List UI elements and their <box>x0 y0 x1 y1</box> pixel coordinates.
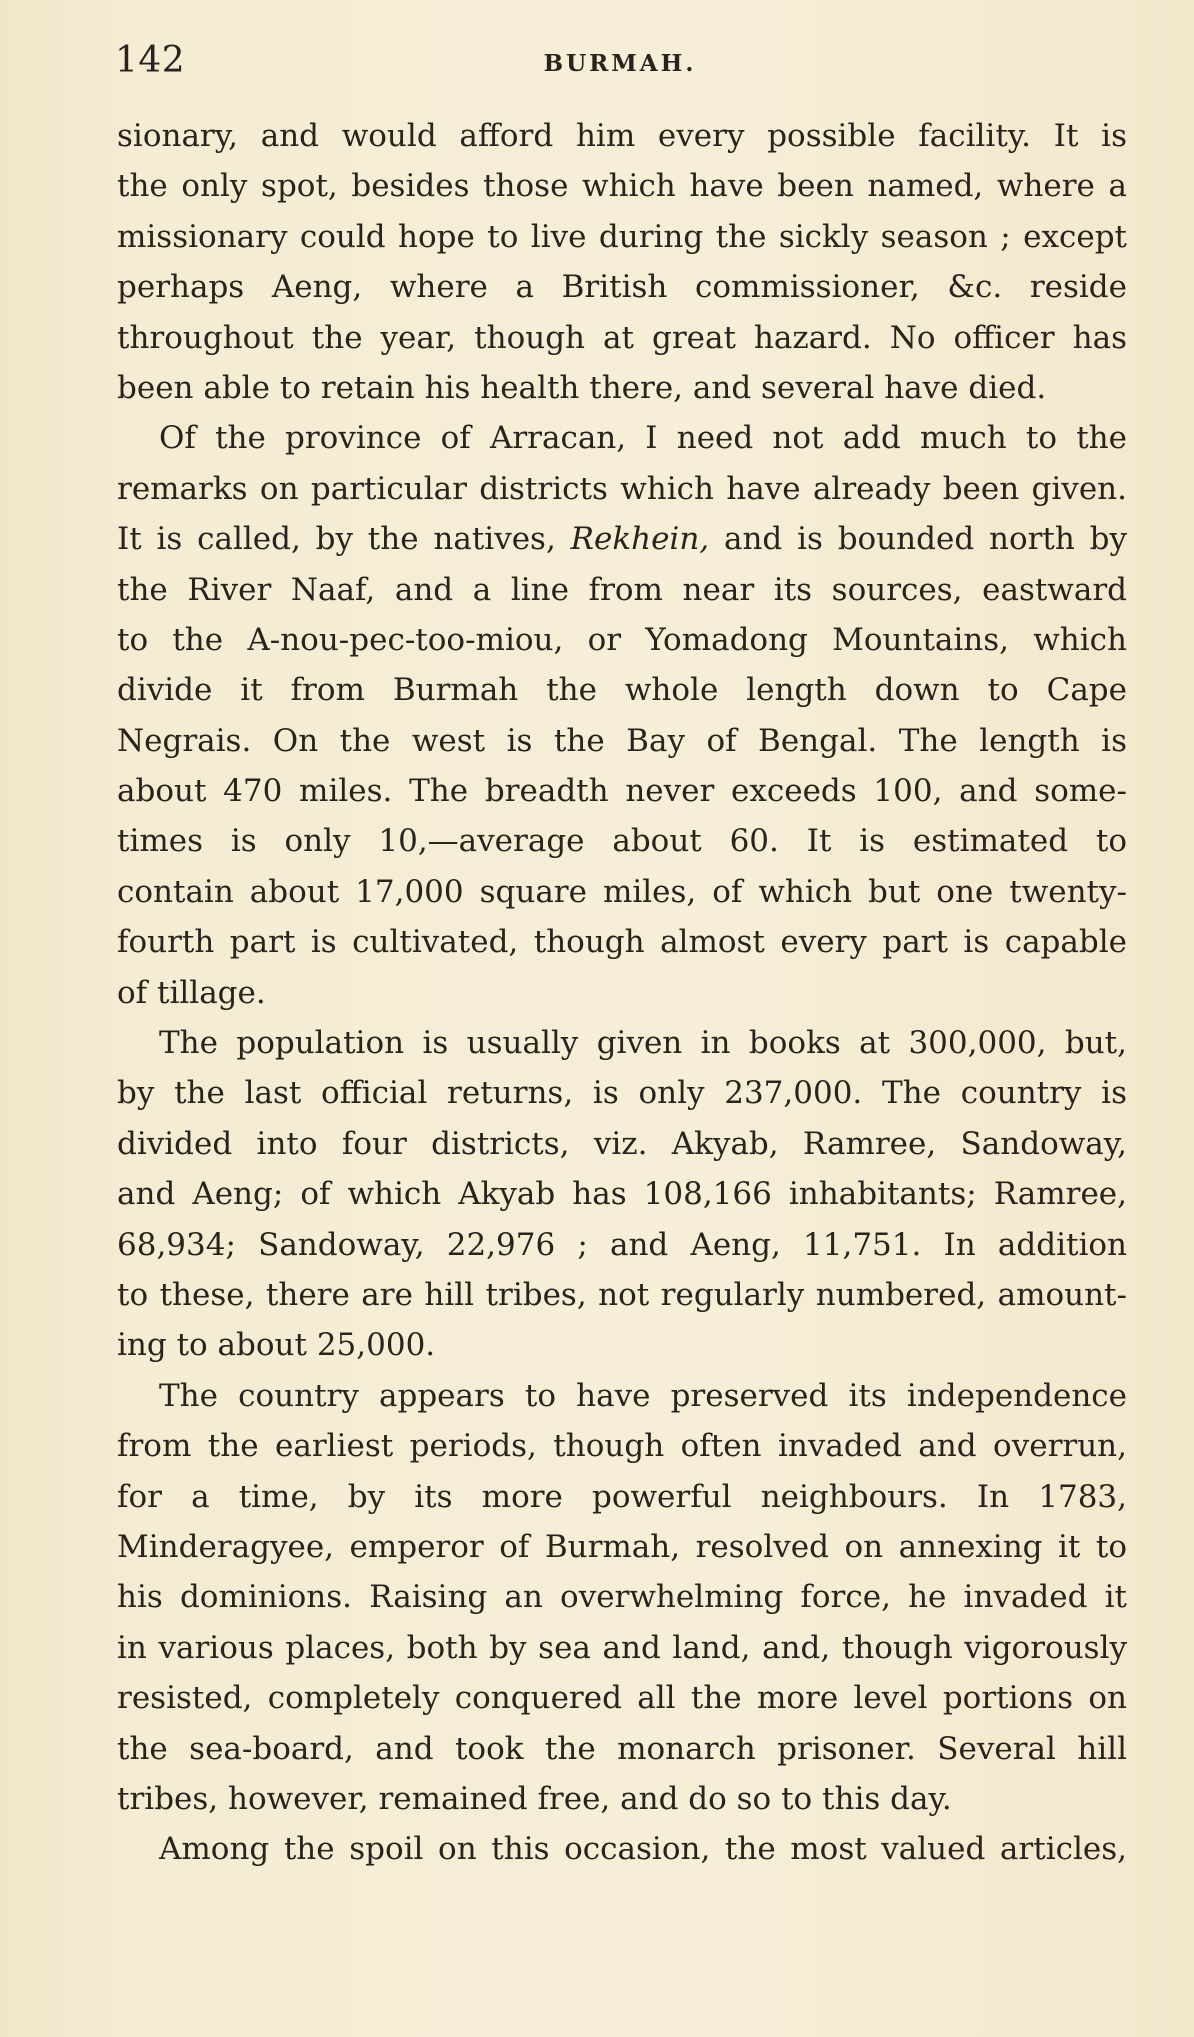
text-line: sionary, and would afford him every possible facility. It is <box>117 118 1127 154</box>
text-line: Minderagyee, emperor of Burmah, resolved on annexing it to <box>117 1528 1127 1565</box>
text-line: divided into four districts, viz. Akyab, Ramree, Sandoway, <box>117 1125 1127 1162</box>
text-line: times is only 10,—average about 60. It is estimated to <box>117 823 1127 860</box>
text-line: his dominions. Raising an overwhelming force, he invaded it <box>117 1579 1127 1616</box>
page-number: 142 <box>115 40 186 81</box>
text-line: about 470 miles. The breadth never exceeds 100, and some- <box>117 773 1127 810</box>
text-line: missionary could hope to live during the sickly season ; except <box>117 218 1127 255</box>
text-line-with-italic <box>117 514 1127 564</box>
text-line: Among the spoil on this occasion, the most valued articles, <box>159 1831 1127 1868</box>
text-line: throughout the year, though at great hazard. No officer has <box>117 319 1127 356</box>
text-line: The population is usually given in books at 300,000, but, <box>159 1025 1127 1062</box>
text-line: contain about 17,000 square miles, of which but one twenty- <box>117 873 1127 910</box>
page-header <box>115 40 1125 90</box>
text-line: perhaps Aeng, where a British commissioner, &c. reside <box>117 269 1127 306</box>
italic-word: Rekhein, <box>570 521 710 558</box>
running-head: BURMAH. <box>543 50 697 77</box>
text-line: tribes, however, remained free, and do so to this day. <box>117 1780 952 1817</box>
text-segment: and is bounded north by <box>723 521 1128 558</box>
text-line: resisted, completely conquered all the more level portions on <box>117 1680 1127 1717</box>
text-line: divide it from Burmah the whole length down to Cape <box>117 672 1127 709</box>
text-line: in various places, both by sea and land, and, though vigorously <box>117 1629 1127 1666</box>
text-line: by the last official returns, is only 237,000. The country is <box>117 1075 1127 1112</box>
text-line: of tillage. <box>117 974 266 1011</box>
text-line: the sea-board, and took the monarch prisoner. Several hill <box>117 1730 1127 1767</box>
body-text <box>117 111 1127 1875</box>
text-line: to these, there are hill tribes, not regularly numbered, amount- <box>117 1276 1127 1313</box>
text-line: ing to about 25,000. <box>117 1327 436 1364</box>
text-line: 68,934; Sandoway, 22,976 ; and Aeng, 11,751. In addition <box>117 1226 1127 1263</box>
text-line: and Aeng; of which Akyab has 108,166 inhabitants; Ramree, <box>117 1176 1127 1213</box>
text-segment: It is called, by the natives, <box>117 521 556 558</box>
text-line: fourth part is cultivated, though almost every part is capable <box>117 924 1127 961</box>
text-line: to the A-nou-pec-too-miou, or Yomadong Mountains, which <box>117 621 1127 658</box>
text-line: from the earliest periods, though often invaded and overrun, <box>117 1428 1127 1465</box>
text-line: for a time, by its more powerful neighbours. In 1783, <box>117 1478 1127 1515</box>
text-line: been able to retain his health there, and several have died. <box>117 369 1047 406</box>
text-line: Negrais. On the west is the Bay of Bengal. The length is <box>117 722 1127 759</box>
text-line: the only spot, besides those which have been named, where a <box>117 168 1127 205</box>
text-line: remarks on particular districts which have already been given. <box>117 470 1127 507</box>
text-line: the River Naaf, and a line from near its sources, eastward <box>117 571 1127 608</box>
text-line: Of the province of Arracan, I need not add much to the <box>159 420 1127 457</box>
text-line: The country appears to have preserved its independence <box>159 1377 1127 1414</box>
